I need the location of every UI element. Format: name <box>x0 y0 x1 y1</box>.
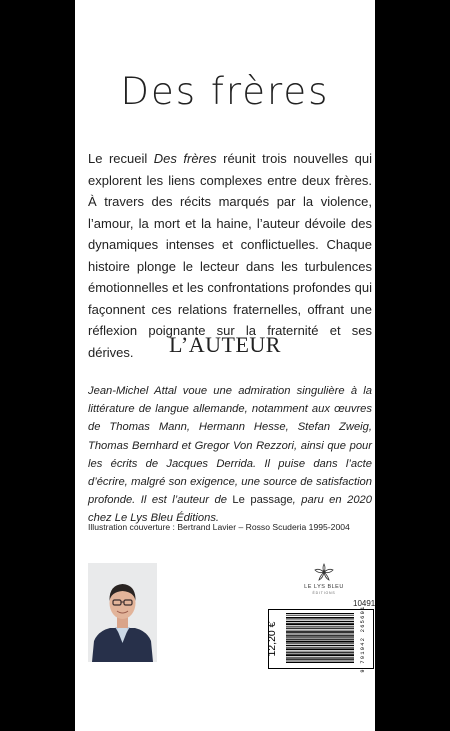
isbn-digits <box>356 605 370 673</box>
right-spine-band <box>375 0 450 731</box>
author-bio <box>88 382 372 528</box>
left-spine-band <box>0 0 75 731</box>
blurb-title-italic: Des frères <box>153 151 217 166</box>
barcode-panel <box>266 605 374 673</box>
blurb-intro: Le recueil <box>88 151 154 166</box>
isbn-text: 9 791042 265601 <box>360 605 366 673</box>
barcode-image <box>286 613 354 663</box>
publisher-name: LE LYS BLEU <box>304 584 344 590</box>
bio-book-title: Le passage <box>232 494 293 507</box>
author-photo <box>88 563 157 662</box>
author-portrait-image <box>88 563 157 662</box>
publisher-logo <box>297 562 351 595</box>
lys-flower-icon <box>313 562 335 582</box>
back-cover <box>75 0 375 731</box>
bio-text-1: Jean-Michel Attal voue une admiration singulière à la littérature de langue allemande, notamment aux œuvres de Thomas Mann, Hermann Hesse, Stefan Zweig, Thomas Bernhard et Gregor Von Rezzori, ainsi que pour les écrits de Jacques Derrida. Il puise dans l’acte d’écrire, malgré son exigence, une source de satisfaction profonde. Il est l’auteur de <box>88 385 372 507</box>
bio-text-2: , paru en 2020 chez Le Lys Bleu Éditions. <box>88 494 372 525</box>
book-blurb <box>88 148 372 363</box>
book-title: Des frères <box>120 70 330 113</box>
author-heading: L’AUTEUR <box>169 332 281 357</box>
blurb-text: réunit trois nouvelles qui explorent les liens complexes entre deux frères. À travers des récits marqués par la violence, l’amour, la mort et la haine, l’auteur dévoile des dynamiques intenses et conflictuelles. Chaque histoire plonge le lecteur dans les turbulences émotionnelles et les confrontations profondes qui façonnent ces relations fraternelles, offrant une réflexion poignante sur la fraternité et ses dérives. <box>88 151 372 360</box>
book-code: 10491 <box>353 599 376 608</box>
illustration-credit: Illustration couverture : Bertrand Lavier – Rosso Scuderia 1995-2004 <box>88 522 350 532</box>
price-label: 12,20 € <box>266 621 278 657</box>
publisher-sub: ÉDITIONS <box>312 591 336 595</box>
